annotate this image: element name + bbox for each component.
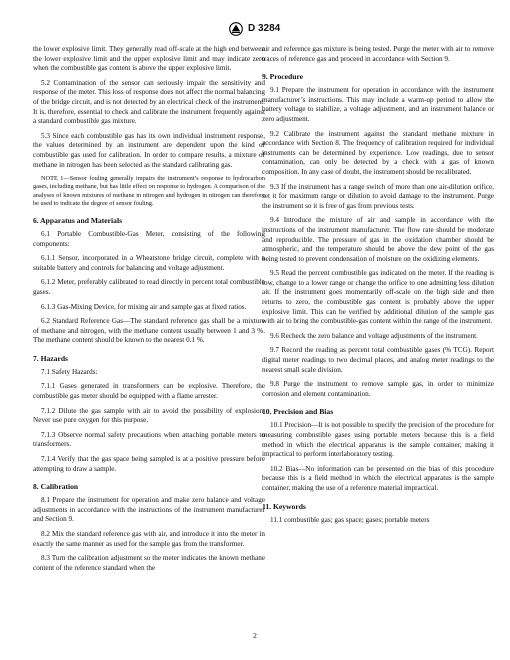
note-paragraph: NOTE 1—Sensor fouling generally impairs the instrument’s response to hydrocarbon gases, including methane, but has little effect on response to hydrogen. A comparison of the analyses of known mixtures of methane in nitrogen and hydrogen in nitrogen can therefore be used to indicate the degree of sensor fouling.: [33, 175, 265, 207]
body-paragraph: 10.2 Bias—No information can be presented on the bias of this procedure because this is a field method in which the electrical apparatus is the sample container, making the use of a reference material impractical.: [262, 464, 494, 492]
body-paragraph: 7.1.4 Verify that the gas space being sampled is at a positive pressure before attempting to draw a sample.: [33, 455, 265, 473]
body-paragraph: 7.1.1 Gases generated in transformers can be explosive. Therefore, the combustible gas meter should be equipped with a flame arrester.: [33, 382, 265, 401]
body-paragraph: air and reference gas mixture is being tested. Purge the meter with air to remove traces of reference gas and proceed in accordance with Section 9.: [262, 45, 494, 63]
section-heading: 11. Keywords: [262, 501, 306, 511]
body-paragraph: 9.4 Introduce the mixture of air and sample in accordance with the instructions of the instrument manufacturer. The flow rate should be moderate and reproducible. The pressure of gas in the oxidation chamber should be atmospheric, and the temperature should be above the dew point of the gas being tested to prevent condensation of moisture on the oxidizing elements.: [262, 216, 494, 263]
body-paragraph: 9.7 Record the reading as percent total combustible gases (% TCG). Report digital meter readings to two decimal places, and analog meter readings to the nearest small scale division.: [262, 346, 494, 374]
body-paragraph: 8.3 Turn the calibration adjustment so the meter indicates the known methane content of the reference standard when the: [33, 554, 265, 572]
body-paragraph: 10.1 Precision—It is not possible to specify the precision of the procedure for measuring combustible gases using portable meters because this is a field method in which the electrical apparatus is the sample container, making it impractical to perform interlaboratory testing.: [262, 421, 494, 459]
page-header: [0, 22, 510, 38]
body-paragraph: 7.1.3 Observe normal safety precautions when attaching portable meters to transformers.: [33, 430, 265, 449]
body-paragraph: 7.1 Safety Hazards:: [41, 367, 98, 376]
right-column: [262, 45, 494, 530]
body-paragraph: 8.1 Prepare the instrument for operation and make zero balance and voltage adjustments in accordance with the instructions of the instrument manufacturer and Section 9.: [33, 496, 265, 524]
section-heading: 9. Procedure: [262, 72, 304, 82]
body-paragraph: the lower explosive limit. They generally read off-scale at the high end between the lower explosive limit and the upper explosive limit and may indicate zero when the combustible gas content is above the upper explosive limit.: [33, 45, 265, 73]
body-paragraph: 6.1 Portable Combustible-Gas Meter, consisting of the following components:: [33, 229, 265, 248]
page-number: 2: [253, 631, 257, 640]
section-heading: 6. Apparatus and Materials: [33, 215, 123, 225]
astm-logo-icon: [229, 22, 243, 36]
body-paragraph: 9.5 Read the percent combustible gas indicated on the meter. If the reading is low, change to a lower range or change the orifice to one admitting less dilution air. If the instrument goes momentarily off-scale on the high side and then returns to zero, the combustible gas content is probably above the upper explosive limit. This can be verified by additional dilution of the sample gas with air to bring the combustible-gas content within the range of the instrument.: [262, 269, 494, 326]
body-paragraph: 6.1.1 Sensor, incorporated in a Wheatstone bridge circuit, complete with a suitable battery and controls for balancing and voltage adjustment.: [33, 254, 265, 272]
body-paragraph: 9.2 Calibrate the instrument against the standard methane mixture in accordance with Section 8. The frequency of calibration required for individual instruments can be determined by experience. Low readings, due to sensor contamination, can only be detected by a check with a gas of known composition. In any case of doubt, the instrument should be recalibrated.: [262, 129, 494, 176]
body-paragraph: 5.2 Contamination of the sensor can seriously impair the sensitivity and response of the meter. This loss of response does not affect the normal balancing of the bridge circuit, and is not detected by an electrical check of the instrument. It is, therefore, essential to check and calibrate the instrument frequently against a standard combustible gas mixture.: [33, 78, 265, 126]
body-paragraph: 11.1 combustible gas; gas space; gases; portable meters: [270, 515, 430, 524]
body-paragraph: 5.3 Since each combustible gas has its own individual instrument response, the values determined by an instrument are dependent upon the kind of combustible gas used for calibration. In order to compare results, a mixture of methane in nitrogen has been selected as the standard calibrating gas.: [33, 131, 265, 169]
section-heading: 7. Hazards: [33, 353, 69, 363]
body-paragraph: 9.1 Prepare the instrument for operation in accordance with the instrument manufacturer’s instructions. This may include a warm-up period to allow the battery voltage to stabilize, a voltage adjustment, and an instrument balance or zero adjustment.: [262, 86, 494, 123]
body-paragraph: 9.3 If the instrument has a range switch of more than one air-dilution orifice, set it for maximum range or dilution to avoid damage to the instrument. Purge the instrument so it is free of gas from previous tests.: [262, 182, 494, 210]
section-heading: 8. Calibration: [33, 482, 79, 492]
body-paragraph: 9.6 Recheck the zero balance and voltage adjustments of the instrument.: [270, 331, 478, 340]
left-column: [33, 45, 265, 578]
body-paragraph: 6.2 Standard Reference Gas—The standard reference gas shall be a mixture of methane and nitrogen, with the methane content usually between 1 and 3 %. The methane content should be known to the nearest 0.1 %.: [33, 317, 265, 345]
section-heading: 10. Precision and Bias: [262, 407, 334, 417]
body-paragraph: 9.8 Purge the instrument to remove sample gas, in order to minimize corrosion and element contamination.: [262, 380, 494, 398]
body-paragraph: 8.2 Mix the standard reference gas with air, and introduce it into the meter in exactly the same manner as used for the sample gas from the transformer.: [33, 530, 265, 548]
body-paragraph: 7.1.2 Dilute the gas sample with air to avoid the possibility of explosion. Never use pure oxygen for this purpose.: [33, 406, 265, 425]
body-paragraph: 6.1.2 Meter, preferably calibrated to read directly in percent total combustible gases.: [33, 278, 265, 296]
standard-number: D 3284: [248, 23, 281, 34]
body-paragraph: 6.1.3 Gas-Mixing Device, for mixing air and sample gas at fixed ratios.: [41, 302, 247, 311]
